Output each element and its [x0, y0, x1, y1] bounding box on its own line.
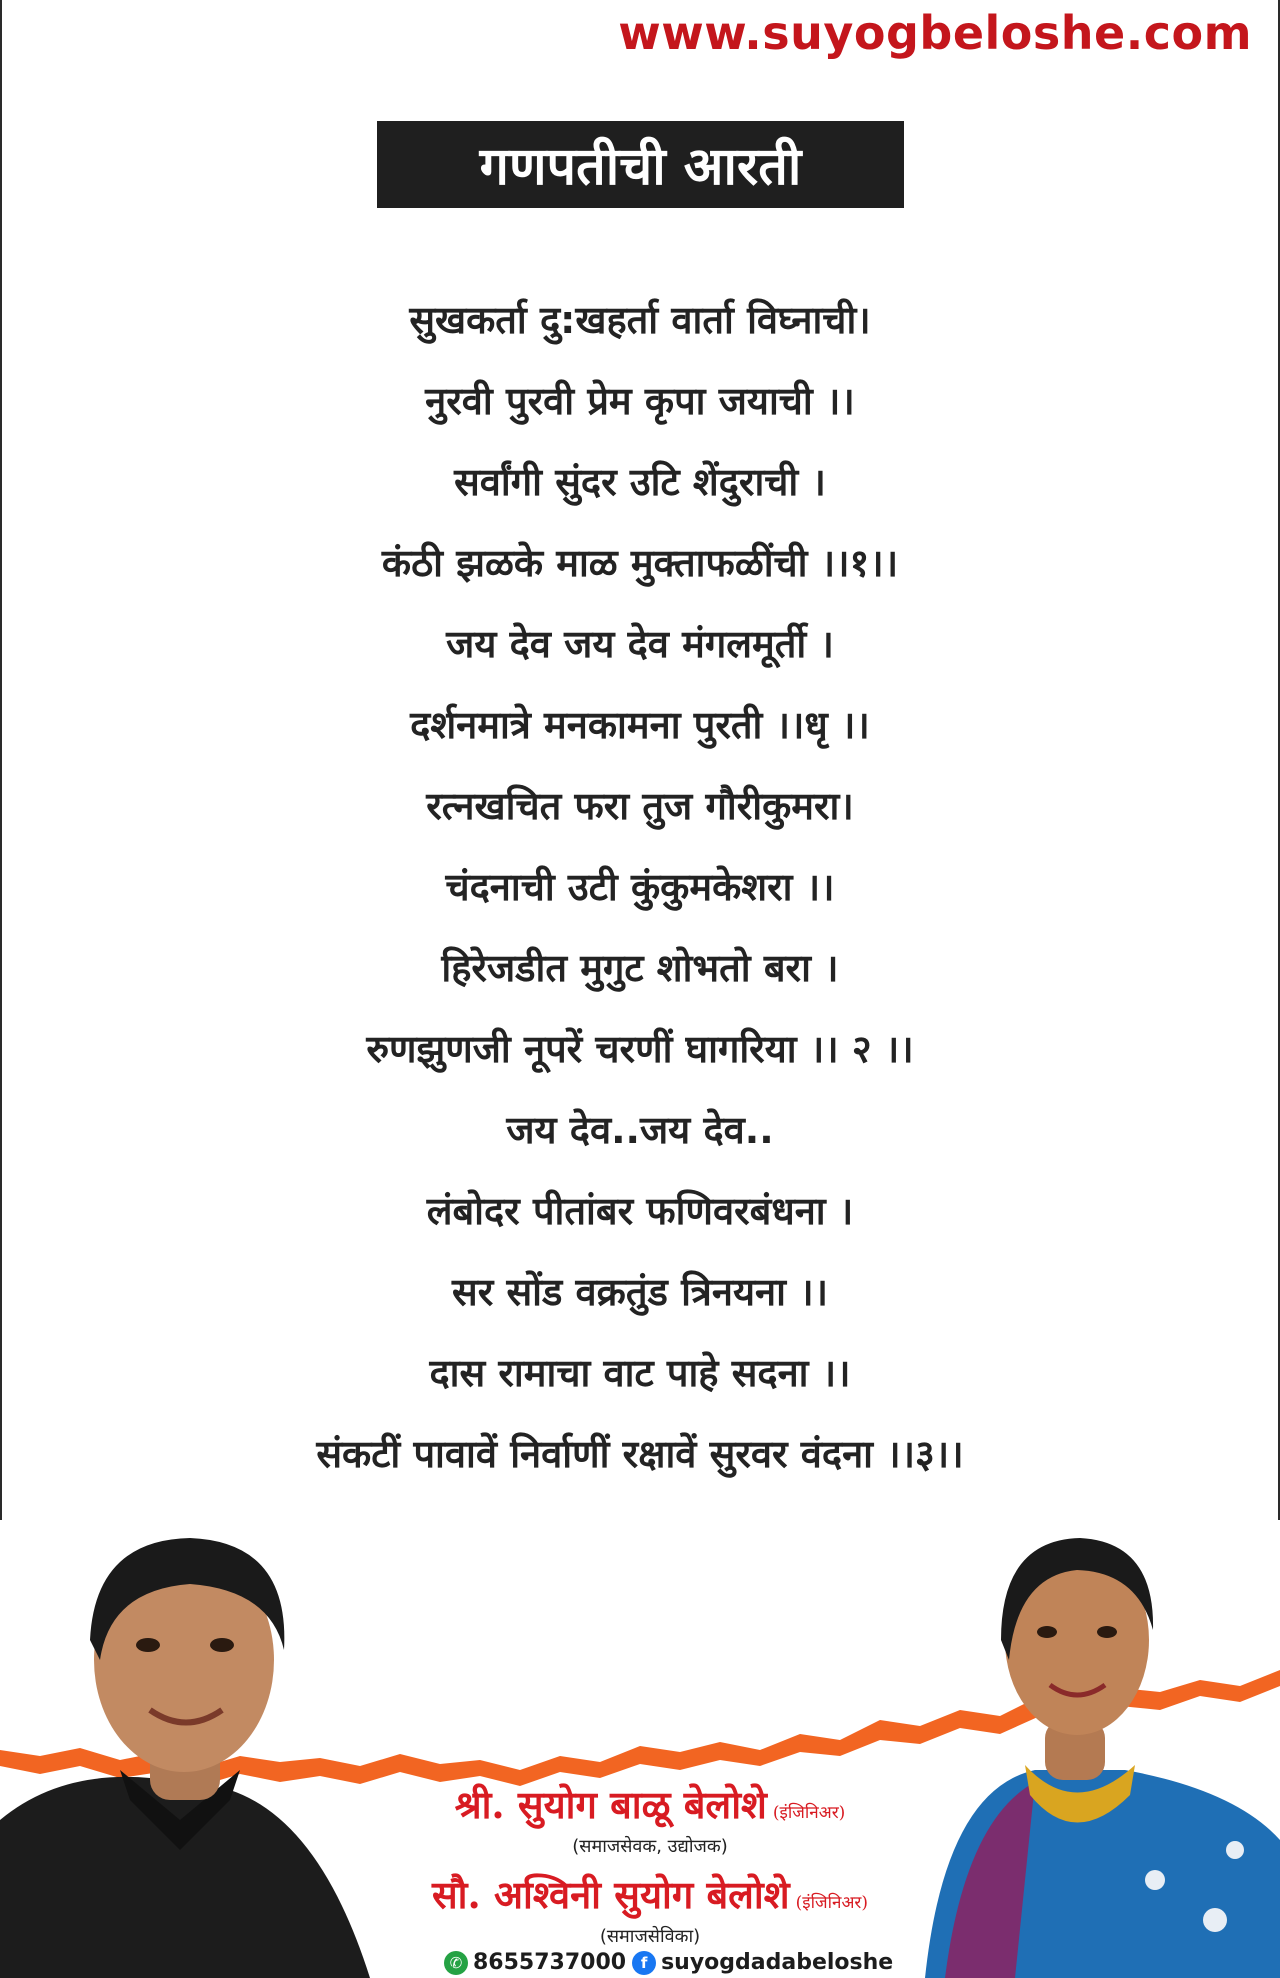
- person1-role: (समाजसेवक, उद्योजक): [572, 1836, 728, 1857]
- person2-role: (समाजसेविका): [599, 1926, 701, 1947]
- whatsapp-icon[interactable]: ✆: [444, 1951, 468, 1975]
- verse-line: हिरेजडीत मुगुट शोभतो बरा ।: [441, 946, 839, 990]
- person2-name-line: [380, 1868, 920, 1920]
- person1-name: श्री. सुयोग बाळू बेलोशे: [454, 1782, 767, 1827]
- website-url[interactable]: www.suyogbeloshe.com: [618, 6, 1252, 60]
- footer-banner: [0, 1520, 1280, 1978]
- woman-photo: [905, 1520, 1280, 1978]
- person1-name-line: [380, 1778, 920, 1830]
- verse-line: दास रामाचा वाट पाहे सदना ।।: [429, 1351, 851, 1395]
- verse-line: रत्नखचित फरा तुज गौरीकुमरा।: [426, 784, 854, 828]
- title-banner: [377, 121, 904, 208]
- verse-line: कंठी झळके माळ मुक्ताफळींची ।।१।।: [381, 541, 899, 585]
- verse-line: दर्शनमात्रे मनकामना पुरती ।।धृ ।।: [410, 703, 870, 747]
- facebook-icon[interactable]: f: [632, 1951, 656, 1975]
- verse-line: चंदनाची उटी कुंकुमकेशरा ।।: [445, 865, 835, 909]
- person2-suffix: (इंजिनिअर): [795, 1893, 869, 1913]
- verse-line: सुखकर्ता दु:खहर्ता वार्ता विघ्नाची।: [409, 298, 871, 342]
- verse-line: रुणझुणजी नूपरें चरणीं घागरिया ।। २ ।।: [366, 1027, 914, 1071]
- aarti-verses: [0, 280, 1280, 1495]
- names-block: [380, 1778, 920, 1958]
- person2-name: सौ. अश्विनी सुयोग बेलोशे: [431, 1872, 790, 1917]
- facebook-handle[interactable]: suyogdadabeloshe: [661, 1950, 894, 1975]
- verse-line: संकटीं पावावें निर्वाणीं रक्षावें सुरवर वंदना ।।३।।: [316, 1432, 964, 1476]
- verse-line: जय देव..जय देव..: [506, 1108, 774, 1152]
- verse-line: लंबोदर पीतांबर फणिवरबंधना ।: [426, 1189, 854, 1233]
- verse-line: सर सोंड वक्रतुंड त्रिनयना ।।: [452, 1270, 828, 1314]
- verse-line: जय देव जय देव मंगलमूर्ती ।: [446, 622, 834, 666]
- verse-line: नुरवी पुरवी प्रेम कृपा जयाची ।।: [425, 379, 855, 423]
- contact-row: [444, 1950, 893, 1975]
- phone-number[interactable]: 8655737000: [473, 1950, 627, 1975]
- man-photo: [0, 1520, 390, 1978]
- page-title: गणपतीची आरती: [479, 136, 802, 197]
- verse-line: सर्वांगी सुंदर उटि शेंदुराची ।: [454, 460, 826, 504]
- person1-suffix: (इंजिनिअर): [772, 1803, 846, 1823]
